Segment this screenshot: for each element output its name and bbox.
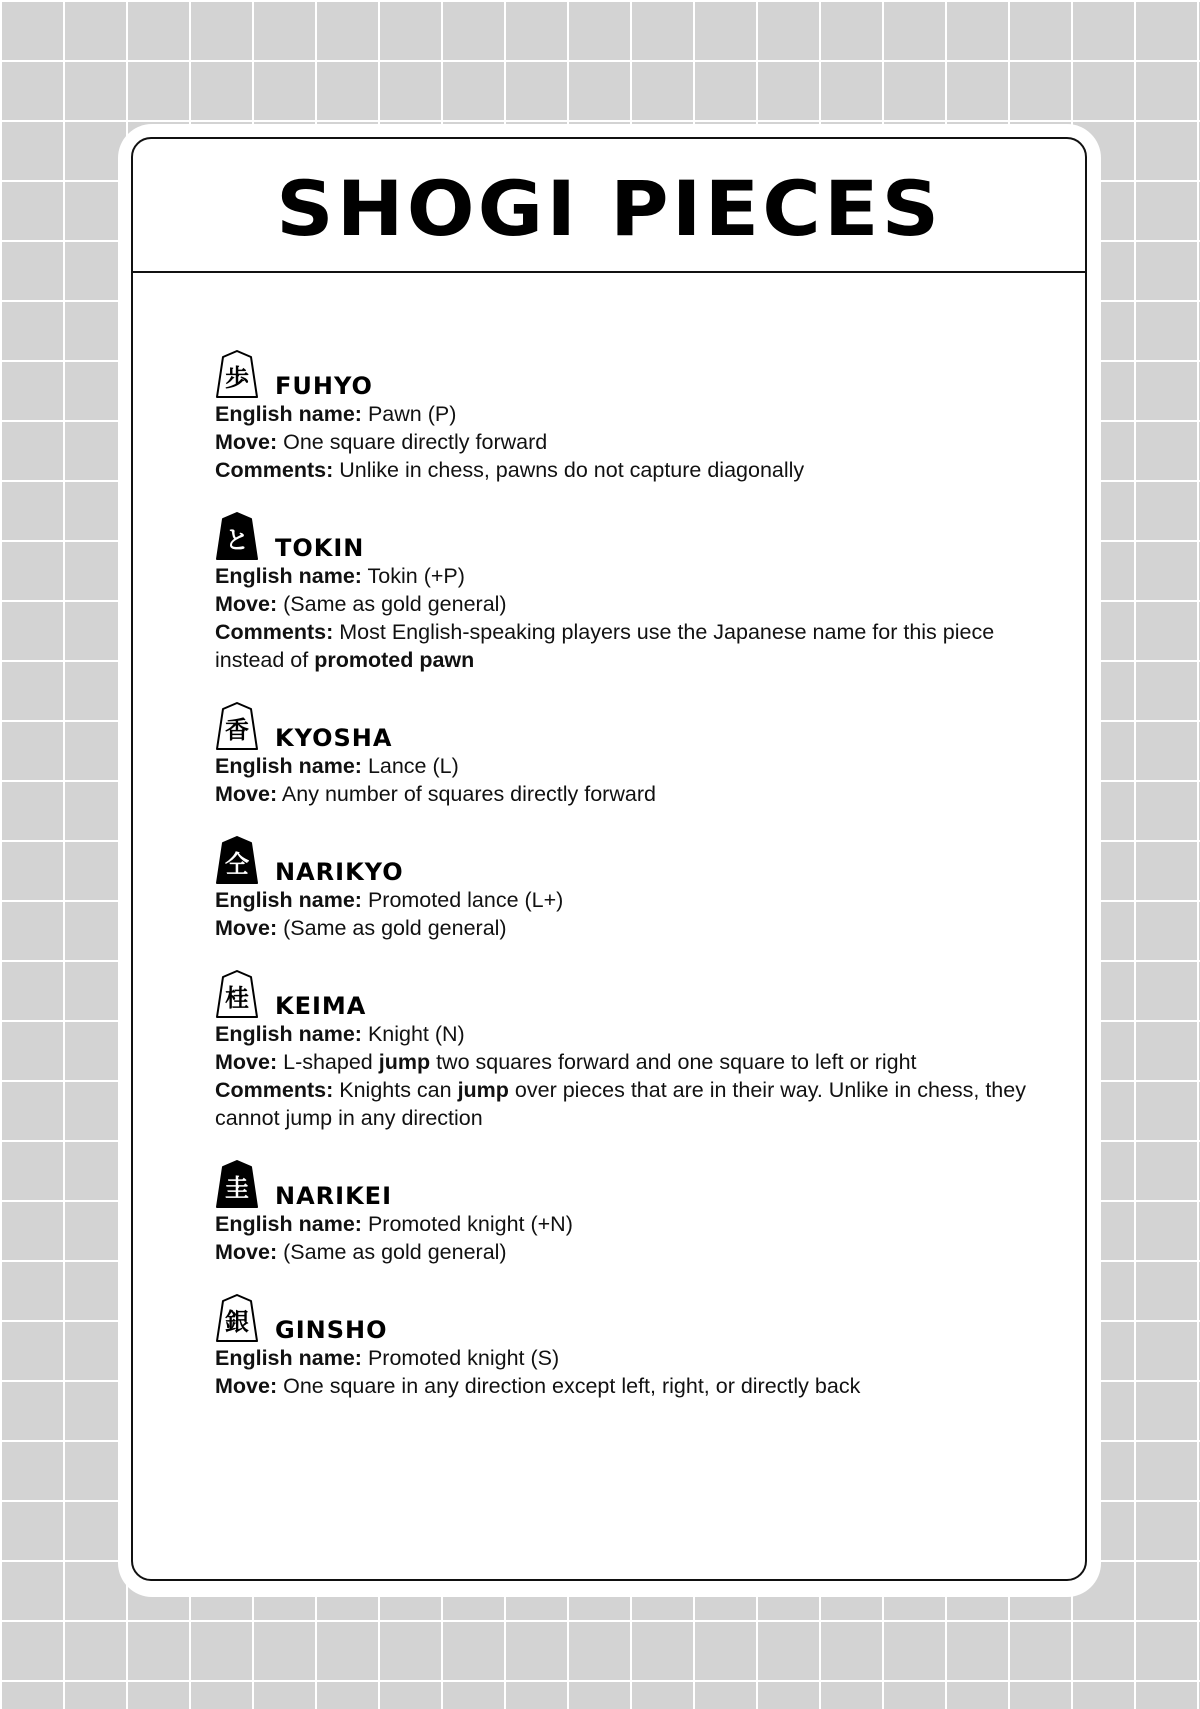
move-label: Move: [215,916,278,940]
ginsho-piece-icon [215,1293,259,1343]
svg-text:香: 香 [225,716,249,744]
move-label: Move: [215,1374,278,1398]
english-name-row [215,886,1035,914]
move-row [215,1238,1035,1266]
piece-name: GINSHO [275,1316,388,1344]
comments-row [215,456,1035,484]
comments-row [215,1076,1035,1132]
comments-value: Knights can jump over pieces that are in their way. Unlike in chess, they cannot jump in any direction [215,1078,1026,1130]
piece-name: KEIMA [275,992,367,1020]
emphasis-text: jump [378,1050,431,1074]
move-label: Move: [215,592,278,616]
svg-text:仝: 仝 [225,850,249,878]
tokin-piece-icon [215,511,259,561]
narikei-piece-icon [215,1159,259,1209]
move-value: One square directly forward [283,430,548,454]
card-header [133,139,1085,273]
english-name-value: Promoted knight (+N) [367,1212,573,1236]
english-name-label: English name: [215,564,362,588]
move-value: L-shaped jump two squares forward and one square to left or right [283,1050,917,1074]
piece-heading [215,703,1035,751]
move-value: (Same as gold general) [283,916,507,940]
english-name-value: Knight (N) [367,1022,465,1046]
english-name-row [215,752,1035,780]
piece-name: TOKIN [275,534,365,562]
english-name-value: Tokin (+P) [367,564,465,588]
move-label: Move: [215,430,278,454]
narikyo-piece-icon [215,835,259,885]
move-row [215,428,1035,456]
piece-heading [215,1295,1035,1343]
comments-value: Most English-speaking players use the Japanese name for this piece instead of promoted pawn [215,620,995,672]
english-name-row [215,1344,1035,1372]
move-row [215,590,1035,618]
english-name-label: English name: [215,1212,362,1236]
english-name-value: Promoted knight (S) [367,1346,560,1370]
move-value: (Same as gold general) [283,1240,507,1264]
english-name-value: Pawn (P) [367,402,457,426]
piece-name: NARIKEI [275,1182,392,1210]
comments-label: Comments: [215,458,334,482]
piece-list [215,351,1035,1429]
piece-name: NARIKYO [275,858,404,886]
move-value: (Same as gold general) [283,592,507,616]
piece-entry-keima [215,971,1035,1132]
comments-row [215,618,1035,674]
english-name-row [215,1020,1035,1048]
svg-text:と: と [225,526,249,554]
svg-text:歩: 歩 [225,364,249,392]
piece-entry-ginsho [215,1295,1035,1400]
comments-value: Unlike in chess, pawns do not capture diagonally [339,458,805,482]
english-name-label: English name: [215,1346,362,1370]
svg-text:銀: 銀 [225,1308,249,1336]
emphasis-text: jump [457,1078,509,1102]
english-name-row [215,400,1035,428]
piece-heading [215,971,1035,1019]
svg-text:桂: 桂 [225,984,249,1012]
piece-heading [215,351,1035,399]
piece-entry-kyosha [215,703,1035,808]
piece-entry-narikei [215,1161,1035,1266]
english-name-label: English name: [215,754,362,778]
english-name-label: English name: [215,1022,362,1046]
move-row [215,780,1035,808]
english-name-value: Lance (L) [367,754,459,778]
piece-entry-fuhyo [215,351,1035,484]
move-row [215,1372,1035,1400]
fuhyo-piece-icon [215,349,259,399]
move-row [215,914,1035,942]
english-name-label: English name: [215,888,362,912]
move-row [215,1048,1035,1076]
comments-label: Comments: [215,620,334,644]
piece-entry-narikyo [215,837,1035,942]
move-value: One square in any direction except left, right, or directly back [283,1374,861,1398]
english-name-row [215,1210,1035,1238]
emphasis-text: promoted pawn [314,648,475,672]
piece-heading [215,1161,1035,1209]
piece-name: FUHYO [275,372,373,400]
piece-heading [215,513,1035,561]
move-label: Move: [215,782,278,806]
english-name-label: English name: [215,402,362,426]
keima-piece-icon [215,969,259,1019]
comments-label: Comments: [215,1078,334,1102]
move-label: Move: [215,1240,278,1264]
move-value: Any number of squares directly forward [281,782,656,806]
page-title: SHOGI PIECES [275,163,943,253]
english-name-value: Promoted lance (L+) [367,888,564,912]
english-name-row [215,562,1035,590]
kyosha-piece-icon [215,701,259,751]
move-label: Move: [215,1050,278,1074]
svg-text:圭: 圭 [225,1174,249,1202]
piece-entry-tokin [215,513,1035,674]
piece-heading [215,837,1035,885]
info-card [131,137,1087,1581]
piece-name: KYOSHA [275,724,393,752]
